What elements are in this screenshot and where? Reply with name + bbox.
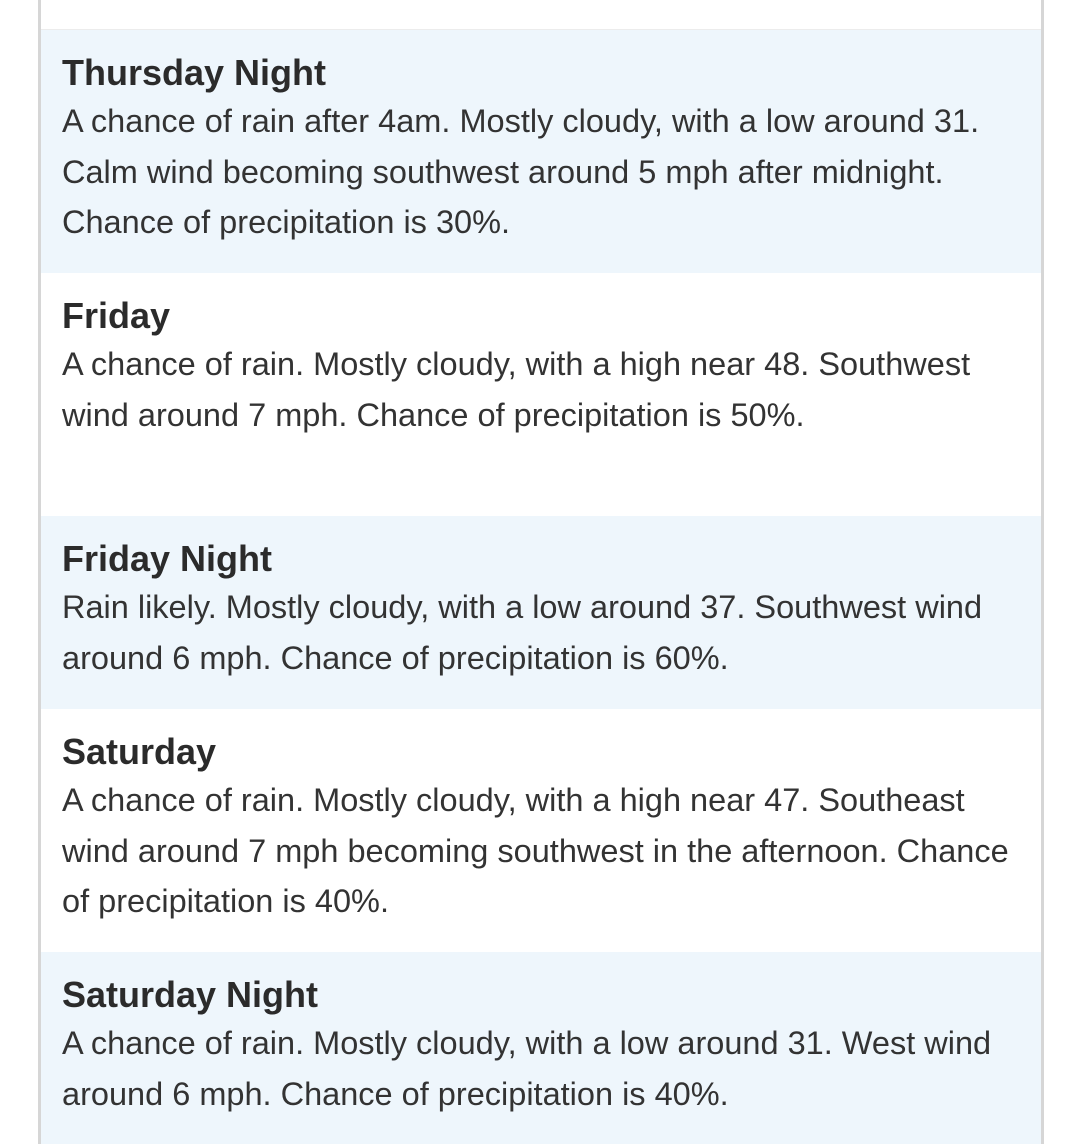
period-name: Saturday Night: [62, 974, 319, 1015]
forecast-list: [38, 0, 1044, 1144]
period-name: Thursday Night: [62, 52, 327, 93]
period-description: A chance of rain. Mostly cloudy, with a high near 47. Southeast wind around 7 mph becoming southwest in the afternoon. Chance of precipitation is 40%.: [62, 782, 1009, 919]
period-description: A chance of rain. Mostly cloudy, with a low around 31. West wind around 6 mph. Chance of precipitation is 40%.: [62, 1025, 992, 1112]
period-name: Friday Night: [62, 538, 273, 579]
period-description: Rain likely. Mostly cloudy, with a low around 37. Southwest wind around 6 mph. Chance of precipitation is 60%.: [62, 589, 983, 676]
forecast-period-friday: [41, 273, 1041, 516]
period-description: A chance of rain after 4am. Mostly cloudy, with a low around 31. Calm wind becoming southwest around 5 mph after midnight. Chance of precipitation is 30%.: [62, 103, 980, 240]
period-name: Saturday: [62, 731, 217, 772]
forecast-period-friday-night: [41, 516, 1041, 709]
previous-period-clipped: [41, 0, 1041, 30]
forecast-period-saturday-night: [41, 952, 1041, 1144]
period-description: A chance of rain. Mostly cloudy, with a high near 48. Southwest wind around 7 mph. Chance of precipitation is 50%.: [62, 346, 971, 433]
period-name: Friday: [62, 295, 171, 336]
forecast-period-saturday: [41, 709, 1041, 952]
forecast-period-thursday-night: [41, 30, 1041, 273]
